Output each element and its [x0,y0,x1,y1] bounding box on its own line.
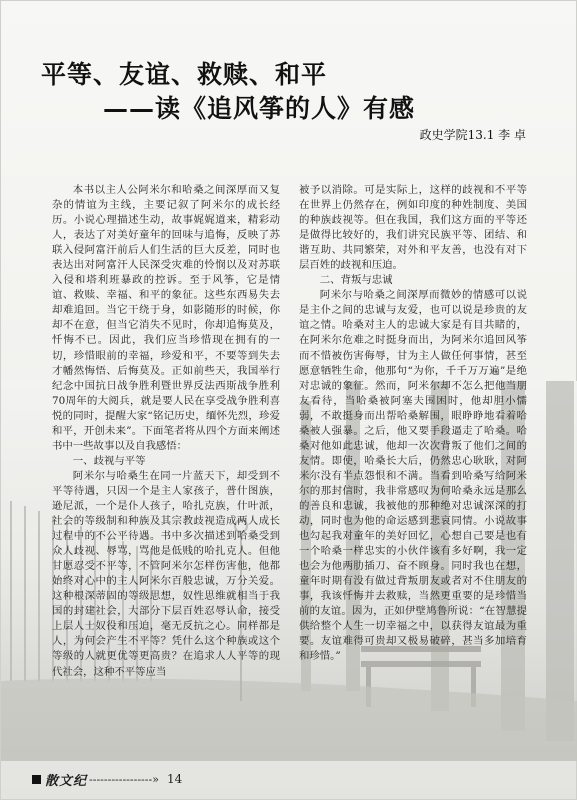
author-byline: 政史学院13.1 李 卓 [419,128,526,142]
paragraph-section-2: 阿米尔与哈桑之间深厚而微妙的情感可以说是主仆之间的忠诚与友爱，也可以说是珍贵的友谊之情。哈桑对主人的忠诚大家是有目共睹的，在阿米尔危难之时挺身而出，为阿米尔追回风筝而不惜被伤害侮辱，甘为主人做任何事情，甚至愿意牺牲生命，他那句“为你，千千万万遍”是绝对忠诚的象征。然而，阿米尔却不怎么把他当朋友看待，当哈桑被阿塞夫围困时，他却胆小懦弱，不敢挺身而出帮哈桑解围，眼睁睁地看着哈桑被人强暴。之后，他又要手段逼走了哈桑。哈桑对他如此忠诚，他却一次次背叛了他们之间的友情。即使，哈桑长大后，仍然忠心耿耿，对阿米尔没有半点怨恨和不满。当看到哈桑写给阿米尔的那封信时，我非常感叹为何哈桑永远是那么的善良和忠诚，我被他的那种绝对忠诚深深的打动，同时也为他的命运感到悲哀同情。小说故事也勾起我对童年的美好回忆，心想自己要是也有一个哈桑一样忠实的小伙伴该有多好啊，我一定也会为他两肋插刀、奋不顾身。同时我也在想，童年时期有没有做过背叛朋友或者对不住朋友的事，我该忏悔并去救赎，当然更重要的是珍惜当前的友谊。因为，正如伊壁鸠鲁所说：“在智慧提供给整个人生一切幸福之中，以获得友谊最为重要。友谊难得可贵却又极易破碎，甚当多加培育和珍惜。” [299,289,527,663]
section-heading-2: 二、背叛与忠诚 [319,274,393,287]
paragraph-section-1: 阿米尔与哈桑生在同一片蓝天下，却受到不平等待遇，只因一个是主人家孩子，普什图族，逊尼派，一个是仆人孩子，哈扎克族，什叶派，社会的等级制和种族及其宗教歧视造成两人成长过程中的不公平待遇。书中多次描述到哈桑受到众人歧视、辱骂，骂他是低贱的哈扎克人。但他甘愿忍受不平等，不管阿米尔怎样伤害他，他都始终对心中的主人阿米尔百般忠诚，万分关爱。这种根深蒂固的等级思想，奴性思维就相当于我国的封建社会，大部分下层百姓忍辱认命，接受上层人士奴役和压迫，毫无反抗之心。同样都是人，为何会产生不平等？凭什么这个种族或这个等级的人就更优等更高贵？在追求人人平等的现代社会，这种不平等应当 [52,469,280,678]
magazine-name: 散文纪 [45,773,88,789]
page-footer [32,771,552,787]
article-subtitle: ——读《追风筝的人》有感 [103,94,416,123]
article-title-block [1,1,577,151]
paragraph-intro: 本书以主人公阿米尔和哈桑之间深厚而又复杂的情谊为主线，主要记叙了阿米尔的成长经历。小说心理描述生动，故事娓娓道来，精彩动人，表达了对美好童年的回味与追悔，反映了苏联入侵阿富汗前后人们生活的巨大反差，同时也表达出对阿富汗人民深受灾难的怜悯以及对苏联入侵和塔利班暴政的控诉。至于风筝，它是情谊、救赎、幸福、和平的象征。这些东西易失去却难追回。当它干绕于身，如影随形的时候，你却不在意，但当它消失不见时，你却追悔莫及，忏悔不已。因此，我们应当珍惜现在拥有的一切，珍惜眼前的幸福，珍爱和平，不要等到失去才幡然悔悟、后悔莫及。正如前些天，我国举行纪念中国抗日战争胜利暨世界反法西斯战争胜利70周年的大阅兵，就是要人民在享受战争胜利喜悦的同时，提醒大家“铭记历史，缅怀先烈，珍爱和平，开创未来”。下面笔者将从四个方面来阐述书中一些故事以及自我感悟： [52,184,280,452]
page-number: 14 [166,772,183,786]
footer-dots: -----------------» [89,772,159,786]
left-text-column [52,183,280,680]
right-text-column [299,183,527,665]
square-bullet-icon [32,775,41,784]
section-heading-1: 一、歧视与平等 [72,454,146,467]
paragraph-section-1-cont: 被予以消除。可是实际上，这样的歧视和不平等在世界上仍然存在，例如印度的种姓制度、美国的种族歧视等。但在我国，我们这方面的平等还是做得比较好的，我们讲究民族平等、团结、和谐互助、共同繁荣，对外和平友善，也没有对下层百姓的歧视和压迫。 [299,184,527,272]
article-title: 平等、友谊、救赎、和平 [41,60,328,89]
